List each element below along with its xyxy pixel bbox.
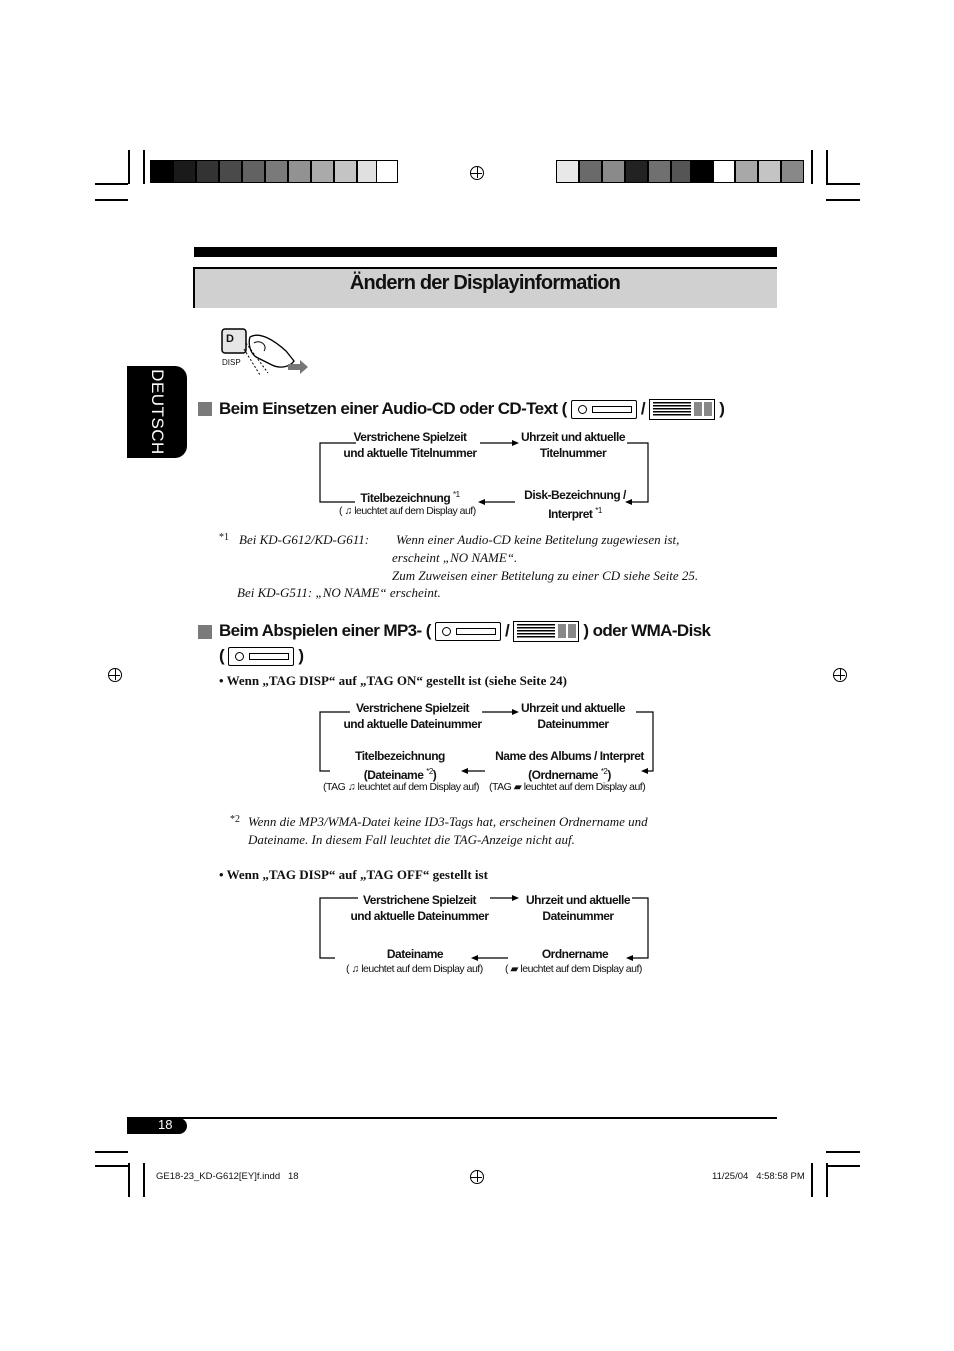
- footnote2-text2: Dateiname. In diesem Fall leuchtet die TAG-Anzeige nicht auf.: [248, 832, 575, 847]
- flow3-file-name-note: ( ♫ leuchtet auf dem Display auf): [346, 963, 483, 975]
- page-title: Ändern der Displayinformation: [349, 272, 621, 294]
- flow3-clock: Uhrzeit und aktuelle Dateinummer: [525, 893, 631, 923]
- footnote1-text1: Wenn einer Audio-CD keine Betitelung zugewiesen ist,: [396, 532, 680, 547]
- footnote1-text4: Bei KD-G511: „NO NAME“ erscheint.: [237, 585, 441, 600]
- flow3-elapsed-time: Verstrichene Spielzeit und aktuelle Dateinummer: [350, 893, 489, 923]
- flow3-file-name: Dateiname: [386, 947, 444, 961]
- flow3-folder-name: Ordnername: [541, 947, 609, 961]
- footer-file-info: GE18-23_KD-G612[EY]f.indd 18: [156, 1171, 299, 1182]
- flow3-folder-note: ( ▰ leuchtet auf dem Display auf): [505, 963, 642, 975]
- footnote2-mark: *2: [230, 814, 240, 825]
- section1-heading: Beim Einsetzen einer Audio-CD oder CD-Text ( / ): [219, 399, 724, 420]
- flow2-elapsed-time: Verstrichene Spielzeit und aktuelle Dateinummer: [343, 701, 482, 731]
- flow1-clock: Uhrzeit und aktuelle Titelnummer: [520, 430, 626, 460]
- flow2-track-title-note: (TAG ♫ leuchtet auf dem Display auf): [323, 781, 479, 793]
- page-number: 18: [158, 1117, 173, 1132]
- flow2-clock: Uhrzeit und aktuelle Dateinummer: [520, 701, 626, 731]
- flow2-track-title: Titelbezeichnung (Dateiname $^{*2}$): [355, 749, 445, 782]
- footnote1-text2: erscheint „NO NAME“.: [392, 550, 518, 565]
- section2-heading: Beim Abspielen einer MP3- ( / ) oder WMA-Disk: [219, 621, 710, 642]
- music-note-icon: ♫: [344, 505, 352, 517]
- bullet-tag-on: • Wenn „TAG DISP“ auf „TAG ON“ gestellt ist (siehe Seite 24): [219, 673, 567, 688]
- flow2-album-note: (TAG ▰ leuchtet auf dem Display auf): [489, 781, 646, 793]
- footer-rule: [127, 1117, 777, 1119]
- language-tab-label: DEUTSCH: [148, 369, 167, 455]
- flow1-elapsed-time: Verstrichene Spielzeit und aktuelle Titelnummer: [343, 430, 477, 460]
- disp-button-label: DISP: [222, 358, 241, 367]
- flow1-disc-title: Disk-Bezeichnung / Interpret $^{*1}$: [524, 488, 626, 521]
- page-number-tab: [127, 1118, 187, 1134]
- flow1-track-title: Titelbezeichnung $^{*1}$: [360, 490, 460, 505]
- section2-heading-line2: ( ): [219, 646, 304, 665]
- footer-timestamp: 11/25/04 4:58:58 PM: [712, 1171, 805, 1182]
- footnote1-label: Bei KD-G612/KD-G611:: [239, 532, 370, 547]
- footnote2-text1: Wenn die MP3/WMA-Datei keine ID3-Tags hat, erscheinen Ordnername und: [248, 814, 648, 829]
- footnote1-mark: *1: [219, 532, 229, 543]
- disp-button-letter: D: [226, 333, 234, 345]
- bullet-tag-off: • Wenn „TAG DISP“ auf „TAG OFF“ gestellt ist: [219, 867, 488, 882]
- footnote1-text3: Zum Zuweisen einer Betitelung zu einer CD siehe Seite 25.: [392, 568, 699, 583]
- flow2-album-artist: Name des Albums / Interpret (Ordnername $^{*2}$): [495, 749, 644, 782]
- flow1-track-title-note: ( ♫ leuchtet auf dem Display auf): [339, 505, 476, 517]
